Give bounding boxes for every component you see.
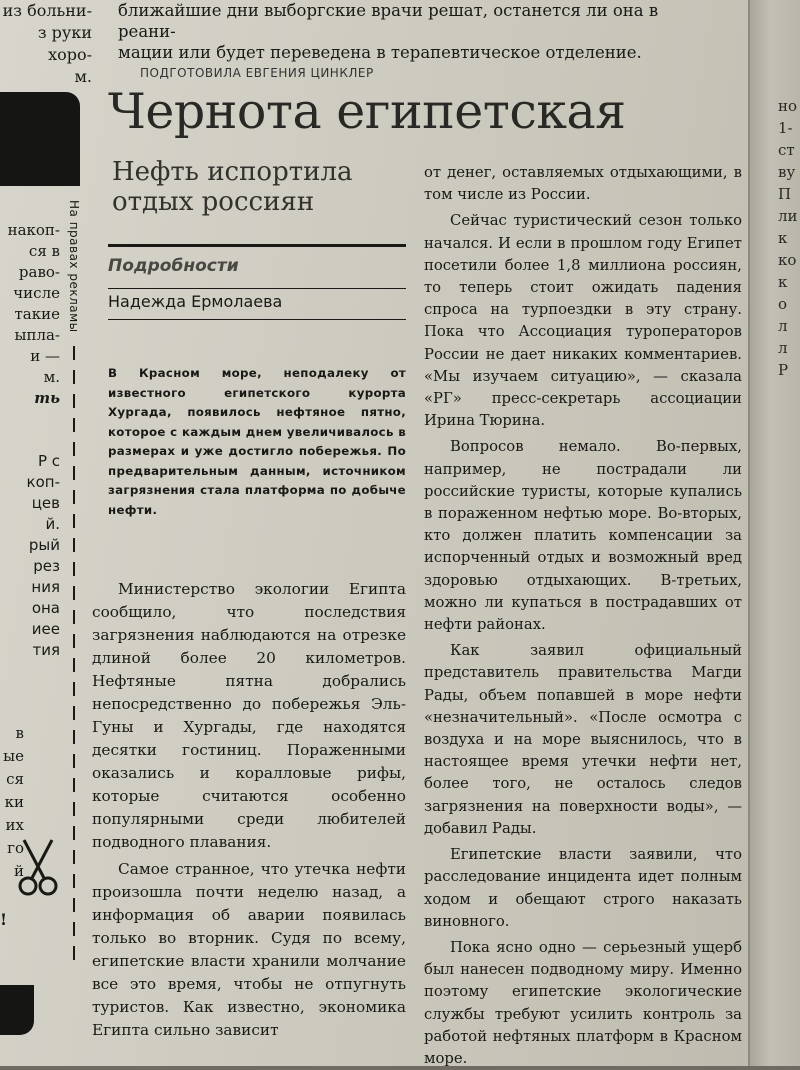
author-credit: ПОДГОТОВИЛА ЕВГЕНИЯ ЦИНКЛЕР bbox=[140, 66, 374, 80]
article-column-1 bbox=[92, 578, 406, 1042]
fragment-line: иее bbox=[31, 620, 60, 638]
scissors-icon bbox=[16, 838, 60, 898]
paragraph: от денег, оставляемых отдыхающими, в том числе из России. bbox=[424, 164, 742, 204]
fragment-line: и — bbox=[30, 347, 60, 365]
exclamation-mark: ! bbox=[0, 910, 8, 929]
top-left-fragment bbox=[0, 0, 92, 88]
fragment-line: м. bbox=[74, 67, 92, 86]
paragraph: Египетские власти заявили, что расследование инцидента идет полным ходом и обещают строго наказать виновного. bbox=[424, 846, 742, 930]
left-column-fragment bbox=[0, 220, 60, 661]
paragraph: Самое странное, что утечка нефти произошла почти неделю назад, а информация об аварии появилась только во вторник. Судя по всему, египетские власти хранили молчание все это время, чтобы не отпугнуть туристов. Как известно, экономика Египта сильно зависит bbox=[92, 860, 406, 1039]
fragment-line: ыпла- bbox=[14, 326, 60, 344]
fragment-line: з руки хоро- bbox=[37, 23, 92, 64]
article-headline: Чернота египетская bbox=[108, 83, 626, 140]
article-subheadline: Нефть испортила отдых россиян bbox=[112, 157, 353, 217]
cut-line bbox=[64, 200, 84, 1000]
fragment-line: о bbox=[778, 295, 788, 313]
fragment-line: м. bbox=[43, 368, 60, 386]
section-tab bbox=[0, 92, 80, 186]
fragment-line: Р с bbox=[37, 452, 60, 470]
fragment-line: цев bbox=[31, 494, 60, 512]
paragraph: Сейчас туристический сезон только начался. И если в прошлом году Египет посетили более 1,8 миллиона россиян, то теперь стоит ожидать падения спроса на турпоездки в эту страну. Пока что Ассоциация туроператоров России не дает никаких комментариев. «Мы изучаем ситуацию», — сказала «РГ» пресс-секретарь ассоциации Ирина Тюрина. bbox=[424, 212, 742, 430]
fragment-line: раво- bbox=[18, 263, 60, 281]
section-tab-bottom bbox=[0, 985, 34, 1035]
fragment-line: ко bbox=[778, 251, 797, 269]
fragment-line: их bbox=[5, 816, 24, 834]
fragment-line: ся bbox=[6, 770, 24, 788]
fragment-line: ть bbox=[34, 389, 60, 407]
article-column-2 bbox=[424, 162, 742, 1070]
fragment-line: ст bbox=[778, 141, 795, 159]
previous-article-ending bbox=[118, 0, 718, 84]
fragment-line: 1- bbox=[778, 119, 793, 137]
fragment-line bbox=[0, 409, 60, 430]
paragraph: Министерство экологии Египта сообщило, что последствия загрязнения наблюдаются на отрезке длиной более 20 километров. Нефтяные пятна добрались непосредственно до побережья Эль-Гуны и Хургады, где находятся десятки гостиниц. Пораженными оказались и коралловые рифы, которые считаются особенно популярными среди любителей подводного плавания. bbox=[92, 580, 406, 851]
fragment-line bbox=[0, 430, 60, 451]
fragment-line: й. bbox=[45, 515, 60, 533]
fragment-line: ву bbox=[778, 163, 796, 181]
lead-paragraph: В Красном море, неподалеку от известного египетского курорта Хургада, появилось нефтяное пятно, которое с каждым днем увеличивалось в размерах и уже достигло побережья. По предварительным данным, источником загрязнения стала платформа по добыче нефти. bbox=[108, 366, 406, 517]
fragment-line: но bbox=[778, 97, 798, 115]
fragment-line: ближайшие дни выборгские врачи решат, останется ли она в реани- bbox=[118, 1, 659, 41]
fragment-line: л bbox=[778, 339, 788, 357]
fragment-line: ли bbox=[778, 207, 798, 225]
rubric-label: Подробности bbox=[108, 256, 239, 276]
right-page-fragment bbox=[778, 95, 800, 381]
fragment-line: Р bbox=[778, 361, 789, 379]
fragment-line: рез bbox=[33, 557, 60, 575]
fragment-line: она bbox=[31, 599, 60, 617]
fragment-line: мации или будет переведена в терапевтическое отделение. bbox=[118, 43, 642, 62]
fragment-line: рый bbox=[28, 536, 60, 554]
fragment-line: ые bbox=[3, 747, 24, 765]
fragment-line: л bbox=[778, 317, 788, 335]
fragment-line: ки bbox=[4, 793, 24, 811]
fragment-line: ся в bbox=[28, 242, 60, 260]
article-lead bbox=[108, 364, 406, 520]
paragraph: Пока ясно одно — серьезный ущерб был нанесен подводному миру. Именно поэтому египетские экологические службы требуют усилить контроль за работой нефтяных платформ в Красном море. bbox=[424, 938, 742, 1067]
fragment-line: й bbox=[14, 862, 24, 880]
fragment-line: накоп- bbox=[7, 221, 60, 239]
fragment-line: из больни- bbox=[2, 1, 92, 20]
fragment-line: тия bbox=[32, 641, 60, 659]
fragment-line: числе bbox=[13, 284, 60, 302]
fragment-line: в bbox=[15, 724, 24, 742]
fragment-line: П bbox=[778, 185, 792, 203]
divider bbox=[108, 319, 406, 320]
paragraph: Как заявил официальный представитель правительства Магди Рады, объем попавшей в море нефти «незначительный». «После осмотра с воздуха и на море выяснилось, что в настоящее время утечки нефти нет, более того, не осталось следов загрязнения на поверхности воды», — добавил Рады. bbox=[424, 642, 742, 837]
divider bbox=[108, 244, 406, 247]
divider bbox=[108, 288, 406, 289]
fragment-line: такие bbox=[14, 305, 60, 323]
advertising-label: На правах рекламы bbox=[67, 200, 81, 333]
fragment-line: коп- bbox=[26, 473, 60, 491]
article-author: Надежда Ермолаева bbox=[108, 292, 283, 311]
paragraph: Вопросов немало. Во-первых, например, не пострадали ли российские туристы, которые купались в пораженном нефтью море. Во-вторых, кто должен платить компенсации за испорченный отдых и возможный вред здоровью отдыхающих. В-третьих, можно ли купаться в пострадавших от нефти районах. bbox=[424, 438, 742, 634]
fragment-line: го bbox=[7, 839, 24, 857]
fragment-line: к bbox=[778, 273, 788, 291]
fragment-line: ния bbox=[31, 578, 60, 596]
fragment-line: к bbox=[778, 229, 788, 247]
